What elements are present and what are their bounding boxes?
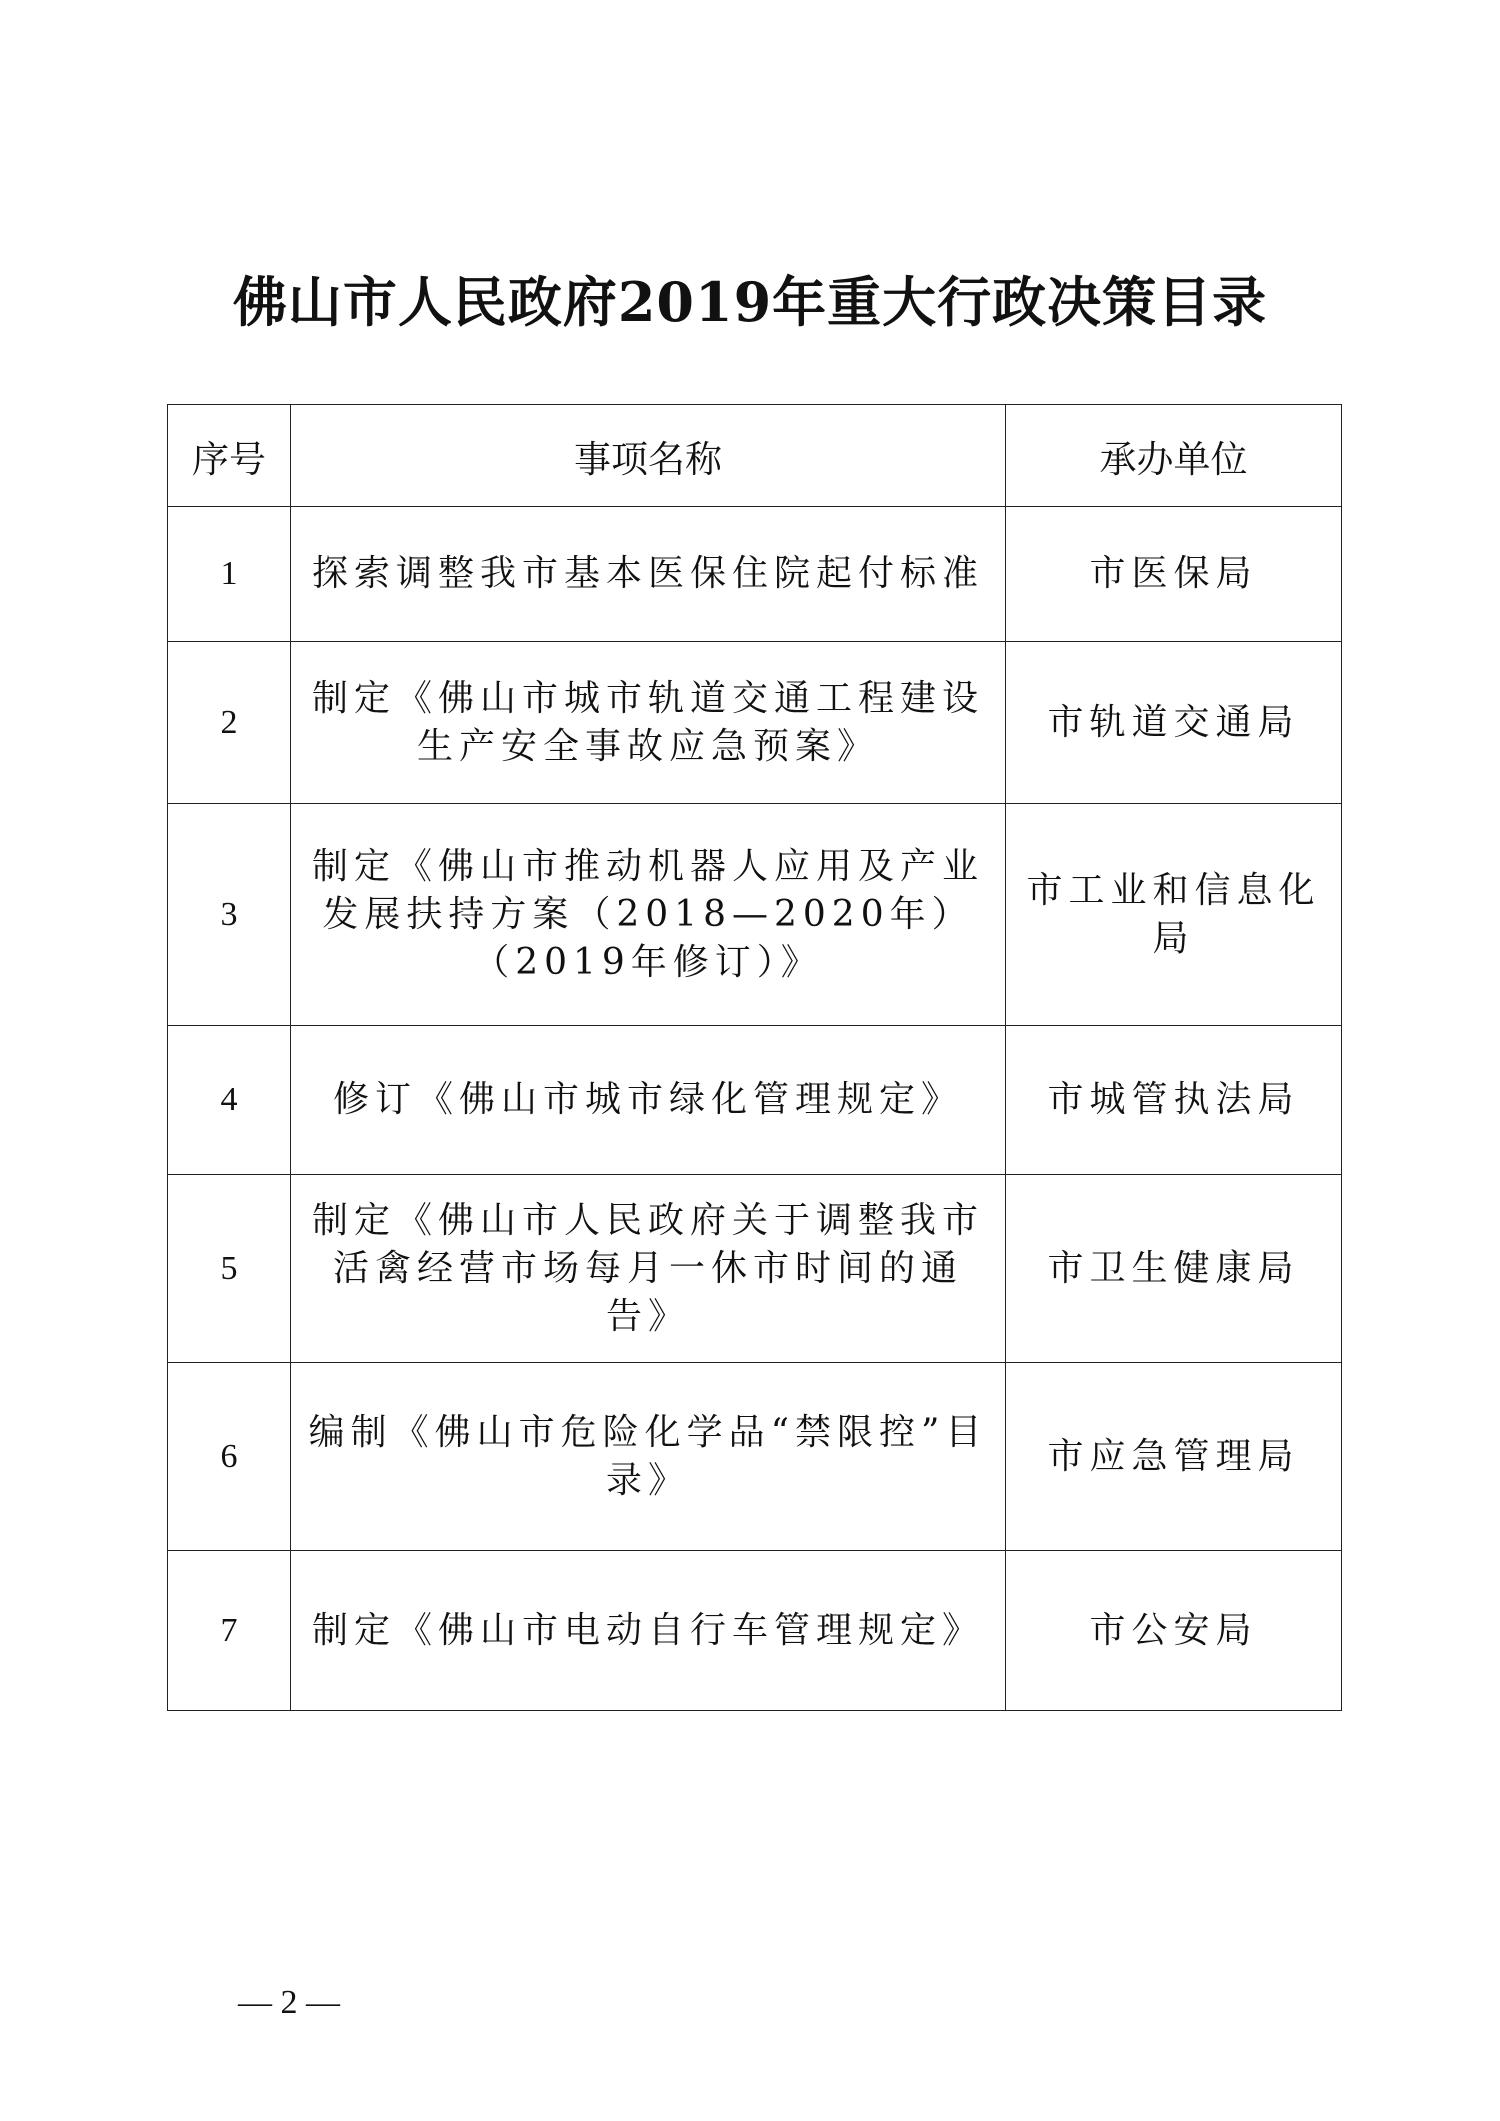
table-row [168, 1026, 1342, 1175]
header-index: 序号 [168, 405, 291, 507]
row-index: 7 [168, 1551, 291, 1711]
table-row [168, 642, 1342, 804]
row-index: 6 [168, 1363, 291, 1551]
row-responsible-unit: 市城管执法局 [1006, 1026, 1342, 1175]
row-index: 4 [168, 1026, 291, 1175]
row-item-name: 制定《佛山市电动自行车管理规定》 [291, 1551, 1006, 1711]
row-responsible-unit: 市轨道交通局 [1006, 642, 1342, 804]
row-index: 1 [168, 507, 291, 642]
table-row [168, 1175, 1342, 1363]
decision-catalog-table [167, 404, 1342, 1711]
row-responsible-unit: 市卫生健康局 [1006, 1175, 1342, 1363]
header-item-name: 事项名称 [291, 405, 1006, 507]
table-row [168, 507, 1342, 642]
document-title: 佛山市人民政府2019年重大行政决策目录 [232, 270, 1268, 334]
row-index: 5 [168, 1175, 291, 1363]
row-responsible-unit: 市工业和信息化局 [1006, 804, 1342, 1026]
row-item-name: 制定《佛山市城市轨道交通工程建设生产安全事故应急预案》 [291, 642, 1006, 804]
row-item-name: 编制《佛山市危险化学品“禁限控”目录》 [291, 1363, 1006, 1551]
page-number: — 2 — [238, 1984, 340, 2021]
row-item-name: 制定《佛山市推动机器人应用及产业发展扶持方案（2018—2020年）（2019年修订）》 [291, 804, 1006, 1026]
table-row [168, 1551, 1342, 1711]
row-responsible-unit: 市医保局 [1006, 507, 1342, 642]
row-responsible-unit: 市公安局 [1006, 1551, 1342, 1711]
header-responsible-unit: 承办单位 [1006, 405, 1342, 507]
table-row [168, 804, 1342, 1026]
row-index: 2 [168, 642, 291, 804]
table-header-row [168, 405, 1342, 507]
row-item-name: 修订《佛山市城市绿化管理规定》 [291, 1026, 1006, 1175]
row-index: 3 [168, 804, 291, 1026]
row-responsible-unit: 市应急管理局 [1006, 1363, 1342, 1551]
row-item-name: 制定《佛山市人民政府关于调整我市活禽经营市场每月一休市时间的通告》 [291, 1175, 1006, 1363]
row-item-name: 探索调整我市基本医保住院起付标准 [291, 507, 1006, 642]
table-row [168, 1363, 1342, 1551]
